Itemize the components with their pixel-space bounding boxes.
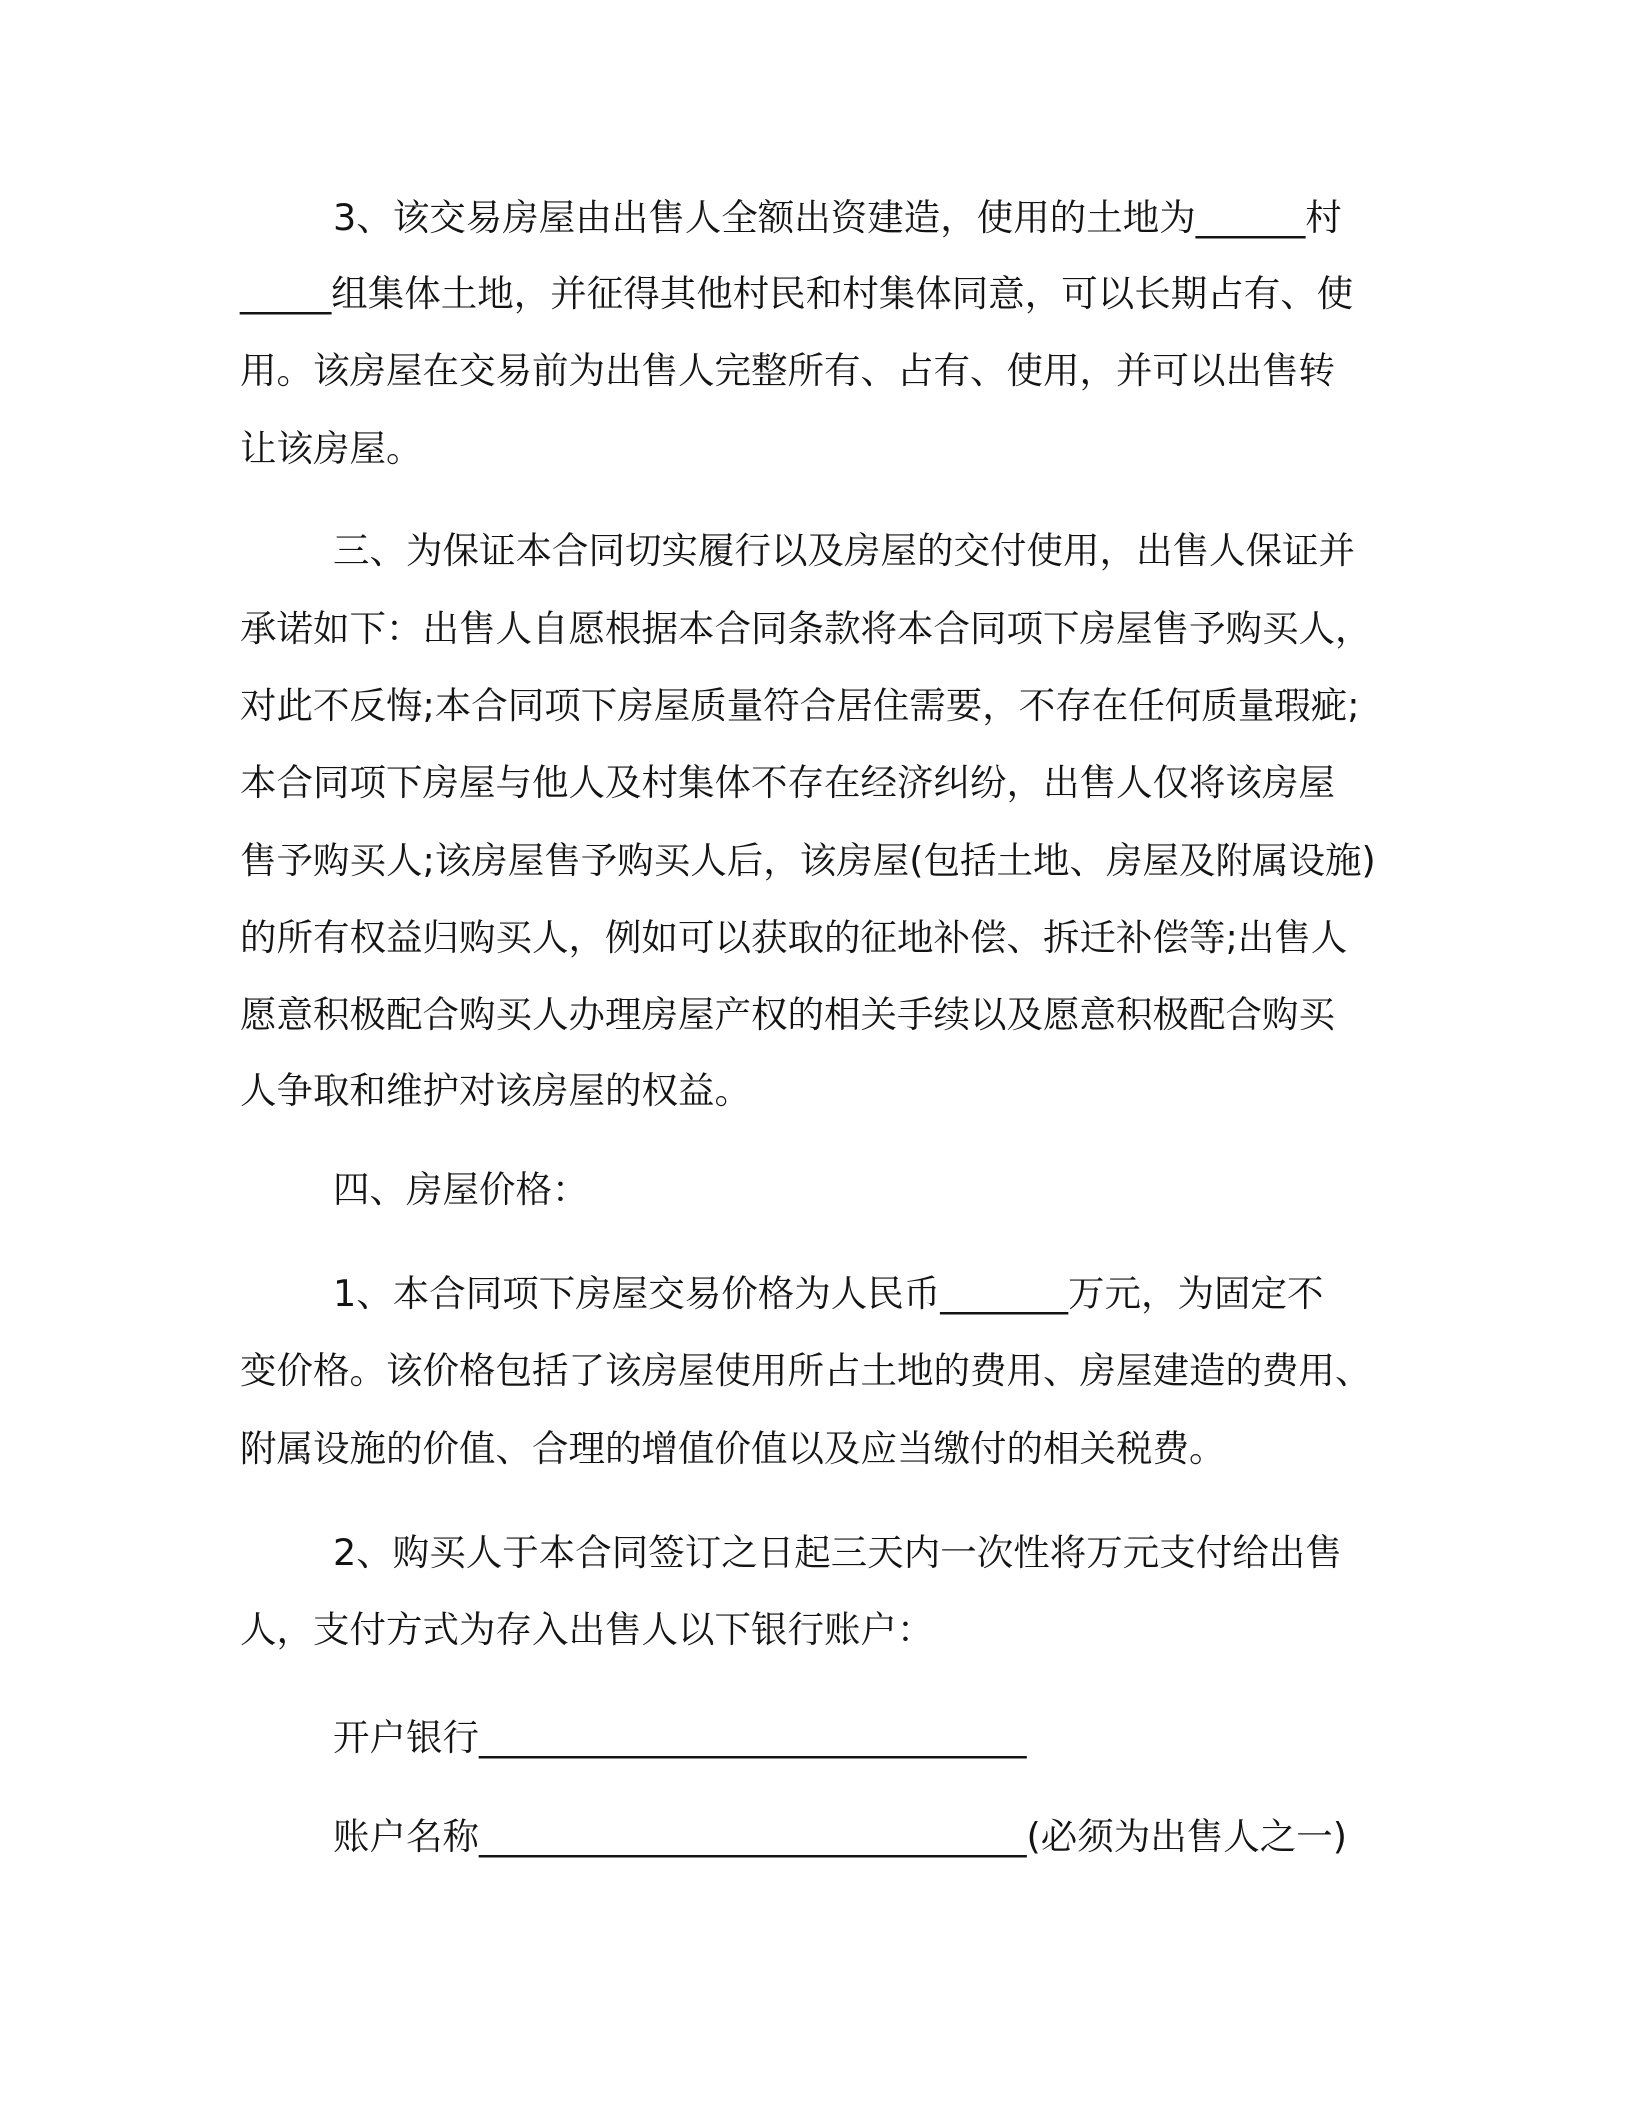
paragraph-line: 承诺如下：出售人自愿根据本合同条款将本合同项下房屋售予购买人， xyxy=(240,607,1372,650)
paragraph-line: 用。该房屋在交易前为出售人完整所有、占有、使用，并可以出售转 xyxy=(240,349,1335,392)
paragraph-line: 让该房屋。 xyxy=(240,427,423,470)
bank-name-label: 开户银行______________________________ xyxy=(333,1716,1027,1759)
paragraph-line: 3、该交易房屋由出售人全额出资建造，使用的土地为______村 xyxy=(333,196,1342,239)
paragraph-line: _____组集体土地，并征得其他村民和村集体同意，可以长期占有、使 xyxy=(240,272,1354,315)
paragraph-line: 人，支付方式为存入出售人以下银行账户： xyxy=(240,1608,934,1651)
paragraph-line: 变价格。该价格包括了该房屋使用所占土地的费用、房屋建造的费用、 xyxy=(240,1349,1372,1392)
account-name-label: 账户名称______________________________(必须为出售人之一) xyxy=(333,1815,1347,1858)
section-heading: 四、房屋价格： xyxy=(333,1168,589,1211)
paragraph-line: 附属设施的价值、合理的增值价值以及应当缴付的相关税费。 xyxy=(240,1427,1226,1470)
paragraph-line: 本合同项下房屋与他人及村集体不存在经济纠纷，出售人仅将该房屋 xyxy=(240,761,1335,804)
paragraph-line: 人争取和维护对该房屋的权益。 xyxy=(240,1069,751,1112)
paragraph-line: 1、本合同项下房屋交易价格为人民币_______万元，为固定不 xyxy=(333,1272,1324,1315)
paragraph-line: 2、购买人于本合同签订之日起三天内一次性将万元支付给出售 xyxy=(333,1531,1342,1574)
paragraph-line: 愿意积极配合购买人办理房屋产权的相关手续以及愿意积极配合购买 xyxy=(240,993,1335,1036)
paragraph-line: 三、为保证本合同切实履行以及房屋的交付使用，出售人保证并 xyxy=(333,529,1355,572)
paragraph-line: 的所有权益归购买人，例如可以获取的征地补偿、拆迁补偿等;出售人 xyxy=(240,916,1348,959)
paragraph-line: 对此不反悔;本合同项下房屋质量符合居住需要，不存在任何质量瑕疵; xyxy=(240,684,1360,727)
paragraph-line: 售予购买人;该房屋售予购买人后，该房屋(包括土地、房屋及附属设施) xyxy=(240,839,1376,882)
